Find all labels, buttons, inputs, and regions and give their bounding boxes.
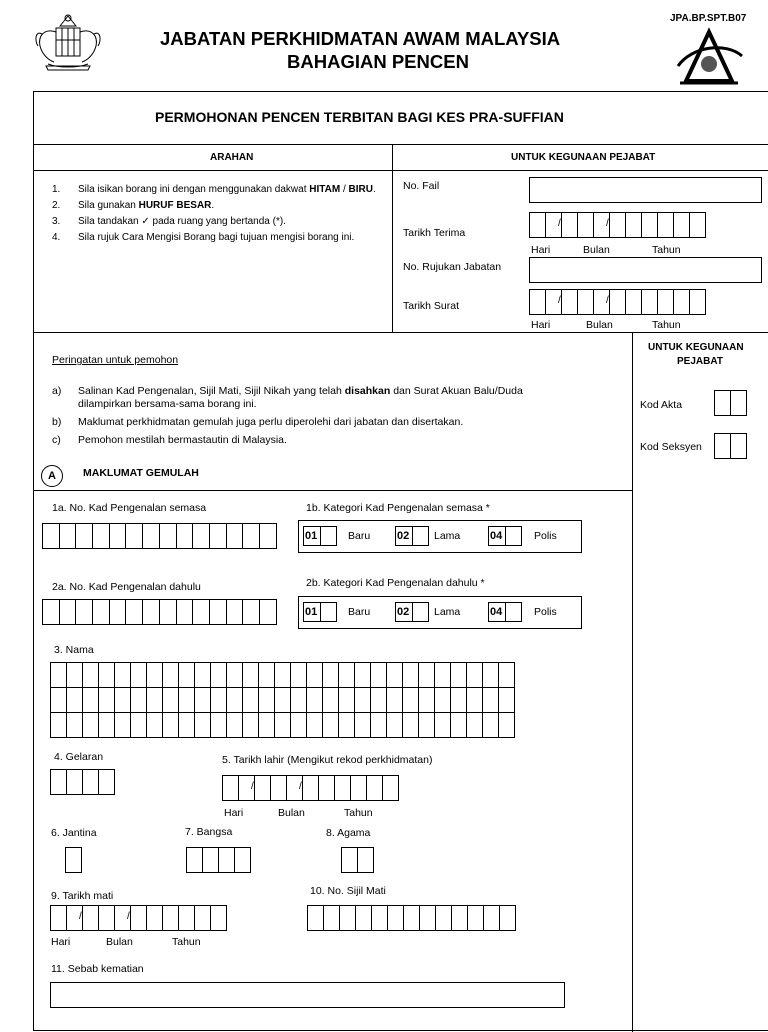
category-checkbox-baru[interactable] xyxy=(321,602,337,622)
hari-label: Hari xyxy=(531,244,551,256)
side-office-heading: PEJABAT xyxy=(677,356,723,367)
sebab-kematian-field[interactable] xyxy=(50,982,565,1008)
tahun-label: Tahun xyxy=(652,319,681,331)
tahun-label: Tahun xyxy=(652,244,681,256)
kod-akta-field[interactable] xyxy=(714,390,747,416)
instruction-item: 2. Sila gunakan HURUF BESAR. xyxy=(52,200,215,211)
divider xyxy=(392,144,393,332)
no-fail-label: No. Fail xyxy=(403,180,440,192)
gelaran-field[interactable] xyxy=(50,769,115,795)
form-title: PERMOHONAN PENCEN TERBITAN BAGI KES PRA-SUFFIAN xyxy=(155,109,564,125)
no-rujukan-label: No. Rujukan Jabatan xyxy=(403,261,502,273)
nama-row-1[interactable] xyxy=(50,662,515,688)
tarikh-surat-field[interactable] xyxy=(529,289,706,315)
instruction-list xyxy=(52,184,387,248)
header-title-line1: JABATAN PERKHIDMATAN AWAM MALAYSIA xyxy=(160,28,561,49)
jantina-field[interactable] xyxy=(65,847,82,873)
kod-seksyen-label: Kod Seksyen xyxy=(640,441,702,453)
nama-row-3[interactable] xyxy=(50,712,515,738)
bulan-label: Bulan xyxy=(586,319,613,331)
tarikh-mati-field[interactable] xyxy=(50,905,227,931)
peringatan-a-label: a) xyxy=(52,385,62,397)
category-code: 02 xyxy=(395,602,413,622)
field-10-label: 10. No. Sijil Mati xyxy=(310,885,386,897)
field-11-label: 11. Sebab kematian xyxy=(51,963,144,975)
tahun-label: Tahun xyxy=(172,936,201,948)
section-a-badge: A xyxy=(41,465,63,487)
instruction-item: 1. Sila isikan borang ini dengan menggunakan dakwat HITAM / BIRU. xyxy=(52,184,376,195)
field-5-label: 5. Tarikh lahir (Mengikut rekod perkhidmatan) xyxy=(222,754,433,766)
no-fail-field[interactable] xyxy=(529,177,762,203)
divider xyxy=(632,332,633,1032)
category-label: Polis xyxy=(534,530,557,542)
kod-seksyen-field[interactable] xyxy=(714,433,747,459)
category-code: 04 xyxy=(488,602,506,622)
category-label: Polis xyxy=(534,606,557,618)
ic-current-category xyxy=(298,520,582,553)
peringatan-b-text: Maklumat perkhidmatan gemulah juga perlu diperolehi dari jabatan dan disertakan. xyxy=(78,416,464,428)
category-checkbox-baru[interactable] xyxy=(321,526,337,546)
sijil-mati-field[interactable] xyxy=(307,905,516,931)
field-2b-label: 2b. Kategori Kad Pengenalan dahulu * xyxy=(306,577,485,589)
category-checkbox-lama[interactable] xyxy=(413,526,429,546)
category-label: Lama xyxy=(434,606,461,618)
field-1a-label: 1a. No. Kad Pengenalan semasa xyxy=(52,502,207,514)
field-8-label: 8. Agama xyxy=(326,827,371,839)
jpa-logo xyxy=(672,26,746,88)
category-code: 04 xyxy=(488,526,506,546)
category-code: 01 xyxy=(303,526,321,546)
bulan-label: Bulan xyxy=(106,936,133,948)
category-code: 02 xyxy=(395,526,413,546)
field-2a-label: 2a. No. Kad Pengenalan dahulu xyxy=(52,581,201,593)
tarikh-terima-field[interactable] xyxy=(529,212,706,238)
side-office-heading: UNTUK KEGUNAAN xyxy=(648,342,744,353)
peringatan-b-label: b) xyxy=(52,416,62,428)
arahan-heading: ARAHAN xyxy=(210,152,254,163)
kod-akta-label: Kod Akta xyxy=(640,399,683,411)
peringatan-a-text-line2: dilampirkan bersama-sama borang ini. xyxy=(78,398,257,410)
ic-previous-field[interactable] xyxy=(42,599,277,625)
peringatan-heading: Peringatan untuk pemohon xyxy=(52,354,179,366)
field-4-label: 4. Gelaran xyxy=(54,751,104,763)
tarikh-terima-label: Tarikh Terima xyxy=(403,227,466,239)
header-title-line2: BAHAGIAN PENCEN xyxy=(287,51,469,72)
category-label: Baru xyxy=(348,530,371,542)
field-6-label: 6. Jantina xyxy=(51,827,97,839)
tahun-label: Tahun xyxy=(344,807,373,819)
form-code: JPA.BP.SPT.B07 xyxy=(670,13,747,24)
category-code: 01 xyxy=(303,602,321,622)
malaysia-crest-logo xyxy=(30,10,106,76)
instruction-item: 3. Sila tandakan ✓ pada ruang yang bertanda (*). xyxy=(52,216,286,227)
field-7-label: 7. Bangsa xyxy=(185,826,233,838)
peringatan-c-label: c) xyxy=(52,434,61,446)
office-heading: UNTUK KEGUNAAN PEJABAT xyxy=(511,152,656,163)
category-checkbox-lama[interactable] xyxy=(413,602,429,622)
peringatan-a-text: Salinan Kad Pengenalan, Sijil Mati, Sijil Nikah yang telah disahkan dan Surat Akuan Balu/Duda xyxy=(78,385,523,397)
tarikh-lahir-field[interactable] xyxy=(222,775,399,801)
hari-label: Hari xyxy=(51,936,71,948)
no-rujukan-field[interactable] xyxy=(529,257,762,283)
peringatan-c-text: Pemohon mestilah bermastautin di Malaysia. xyxy=(78,434,287,446)
bangsa-field[interactable] xyxy=(186,847,251,873)
divider xyxy=(33,332,768,333)
instruction-item: 4. Sila rujuk Cara Mengisi Borang bagi tujuan mengisi borang ini. xyxy=(52,232,355,243)
category-label: Baru xyxy=(348,606,371,618)
category-checkbox-polis[interactable] xyxy=(506,526,522,546)
ic-previous-category xyxy=(298,596,582,629)
divider xyxy=(33,490,632,491)
bulan-label: Bulan xyxy=(583,244,610,256)
divider xyxy=(33,170,768,171)
field-9-label: 9. Tarikh mati xyxy=(51,890,114,902)
ic-current-field[interactable] xyxy=(42,523,277,549)
hari-label: Hari xyxy=(531,319,551,331)
bulan-label: Bulan xyxy=(278,807,305,819)
category-checkbox-polis[interactable] xyxy=(506,602,522,622)
hari-label: Hari xyxy=(224,807,244,819)
tarikh-surat-label: Tarikh Surat xyxy=(403,300,460,312)
category-label: Lama xyxy=(434,530,461,542)
section-a-title: MAKLUMAT GEMULAH xyxy=(83,467,199,479)
nama-row-2[interactable] xyxy=(50,687,515,713)
divider xyxy=(33,144,768,145)
field-1b-label: 1b. Kategori Kad Pengenalan semasa * xyxy=(306,502,490,514)
field-3-label: 3. Nama xyxy=(54,644,94,656)
agama-field[interactable] xyxy=(341,847,374,873)
